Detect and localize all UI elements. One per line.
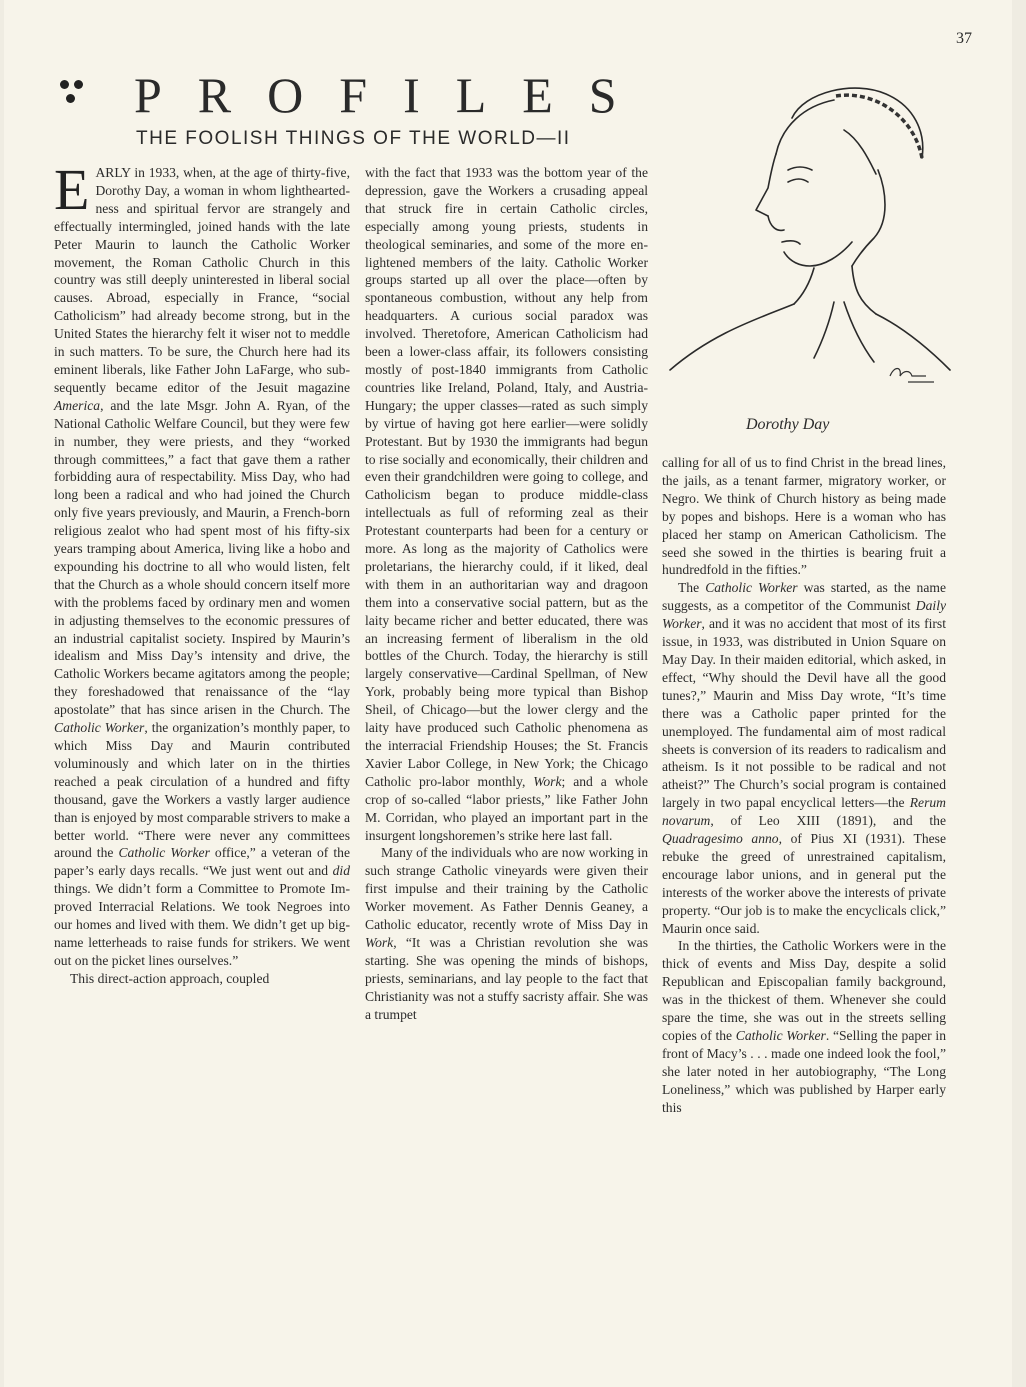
paragraph: calling for all of us to find Christ in the bread lines, the jails, as a tenant farmer, migratory worker, or Negro. We think of Church history as being made by popes and bishops. Here is a woman who has placed her stamp on American Catholicism. The seed she sowed in the thirties is bearing fruit a hundredfold in the fifties.”	[662, 455, 946, 578]
text-run: with the fact that 1933 was the bottom year of the depression, gave the Workers a crusading appeal that struck fire in certain Catholic circles, especially among young priests, students in theological seminaries, and some of the more enlightened members of the laity. Catholic Worker groups started up all over the place—often by spontaneous combustion, without any help from headquarters. A curious social paradox was involved. Theretofore, American Catholicism had been a lower-class affair, its followers consisting mostly of post-1840 immigrants from Catholic countries like Ireland, Poland, Italy, and Austria-Hungary; the upper classes—rated as such simply by virtue of having got here earlier—were solidly Protestant. But by 1930 the immigrants had begun to rise socially and economically, their children and even their grandchildren were going to college, and Catholicism began to produce middle-class intellectuals as full of reforming zeal as their Protestant counterparts had been for a century or more. As long as the majority of Catholics were proletarians, the hierarchy could, if it liked, deal with them in an authoritarian way and dragoon them into a conservative social pattern, but as the laity became richer and better educated, there was an increasing ferment of liberalism in the old bottles of the Church. Today, the hierarchy is still largely conservative—Cardinal Spellman, of New York, probably being more typical than Bishop Sheil, of Chicago—but the lower clergy and the laity have produced such Catholic phenomena as the interracial Friendship Houses; the St. Francis Xavier Labor College, in New York; the Chicago Catholic pro-labor monthly,	[365, 165, 648, 789]
text-run: , of Leo XIII (1891), and the	[710, 813, 946, 829]
italic-title: America	[54, 397, 101, 413]
italic-title: Catholic Worker	[118, 845, 210, 861]
paragraph	[662, 937, 946, 1116]
text-run: Many of the individuals who are now working in such strange Catholic vineyards were given their first impulse and their training by the Catholic Worker movement. As Father Dennis Geaney, a Catholic educator, recently wrote of Miss Day in	[365, 845, 648, 933]
italic-title: Catholic Worker	[54, 720, 145, 736]
text-run: . “Selling the paper in front of Macy’s . . . made one indeed look the fool,” she later noted in her autobiography, “The Long Loneliness,” which was published by Harper early this	[662, 1028, 946, 1115]
italic-title: Work	[365, 934, 394, 950]
paragraph	[365, 164, 648, 844]
text-run: The	[678, 580, 706, 596]
paragraph	[365, 844, 648, 1023]
article-subtitle: THE FOOLISH THINGS OF THE WORLD—II	[136, 128, 571, 149]
text-run: , and the late Msgr. John A. Ryan, of the National Catholic Welfare Council, but they were few in number, they were priests, and they “worked through committees,” a fact that gave them a rather forbidding aura of respectability. Miss Day, who had long been a radical and who had joined the Church only five years previously, and Maurin, a French-born religious zealot who had spent most of his fifty-six years tramping about America, living like a hobo and expounding his doctrine to all who would listen, felt that the Church as a whole should concern itself more with the problems faced by ordinary men and women in adjusting themselves to the economic pressures of an industrial capitalist society. Inspired by Maurin’s idealism and Miss Day’s intensity and drive, the Catholic Workers became agitators among the people; they foreshadowed that renaissance of the “lay apostolate” that has since arisen in the Church. The	[54, 397, 350, 718]
text-run: , and it was no accident that most of its first issue, in 1933, was distributed in Union Square on May Day. In their maiden editorial, which asked, in effect, “Why should the Devil have all the good tunes?,” Maurin and Miss Day wrote, “It’s time there was a Catholic paper printed for the unemployed. The fundamental aim of most radical sheets is conversion of its readers to radicalism and atheism. Is it not possible to be radical and not atheist?” The Church’s social program is contained largely in two papal encyclical letters—the	[662, 616, 946, 811]
drop-cap: E	[54, 157, 90, 222]
text-run: , of Pius XI (1931). These rebuke the greed of unrestrained capitalism, encourage labor unions, and in general put the interests of the worker above the interests of private property. “Our job is to make the encyclicals click,” Maurin once said.	[662, 831, 946, 936]
text-run: ARLY in 1933, when, at the age of thirty-five, Dorothy Day, a woman in whom lightheartedness and spiritual fervor are strangely and effectually intermingled, joined hands with the late Peter Maurin to launch the Catholic Worker movement, the Roman Catholic Church in this country was still deeply uninterested in liberal social causes. Abroad, especially in France, “social Catholicism” had already become strong, but in the United States the hierarchy felt it wiser not to meddle in such matters. To be sure, the Church here had its eminent liberals, like Father John LaFarge, who subsequently became editor of the Jesuit magazine	[54, 165, 350, 395]
text-run: , the organization’s monthly paper, to which Miss Day and Maurin contributed voluminously and which later on in the thirties reached a peak circulation of a hundred and fifty thousand, gave the Workers a vastly larger audience than is enjoyed by most comparable strivers to make a better world. “There were never any committees around the	[54, 720, 350, 861]
text-run: , “It was a Christian revolution she was starting. She was opening the minds of bishops, priests, seminarians, and lay people to the fact that Christianity was not a stuffy sacristy affair. She was a trumpet	[365, 934, 648, 1022]
portrait-caption: Dorothy Day	[746, 416, 830, 433]
article-column-1	[54, 157, 350, 988]
dot-ornament-icon	[60, 80, 110, 114]
italic-word: did	[332, 863, 350, 879]
italic-title: Work	[533, 773, 562, 789]
italic-title: Rerum novarum	[662, 795, 946, 829]
text-run: In the thirties, the Catholic Workers were in the thick of events and Miss Day, despite a solid Republican and Episcopalian family background, was in the thickest of them. Whenever she could spare the time, she was out in the streets selling copies of the	[662, 938, 946, 1043]
paragraph	[662, 579, 946, 937]
text-run: office,” a veteran of the paper’s early days recalls. “We just went out and	[54, 845, 350, 879]
italic-title: Daily Worker	[662, 598, 946, 632]
italic-title: Quadragesimo anno	[662, 831, 779, 847]
italic-title: Catholic Worker	[705, 580, 798, 596]
italic-title: Catholic Worker	[735, 1028, 826, 1043]
text-run: things. We didn’t form a Committee to Promote Improved Interracial Relations. We took Negroes into our homes and lived with them. We didn’t get up big-name letterheads to raise funds for strikers. We went out on the picket lines ourselves.”	[54, 881, 350, 968]
paragraph: This direct-action approach, coupled	[70, 970, 270, 986]
text-run: was started, as the name suggests, as a competitor of the Communist	[662, 580, 946, 614]
paragraph	[54, 157, 350, 970]
article-column-3	[662, 454, 946, 1117]
text-run: ; and a whole crop of so-called “labor priests,” like Father John M. Corridan, who played an important part in the insurgent longshoremen’s strike here last fall.	[365, 773, 648, 843]
page-number: 37	[956, 30, 972, 47]
portrait-sketch	[664, 70, 954, 410]
section-title: PROFILES	[134, 67, 653, 123]
article-column-2	[365, 164, 648, 1024]
magazine-page	[4, 0, 1012, 1387]
